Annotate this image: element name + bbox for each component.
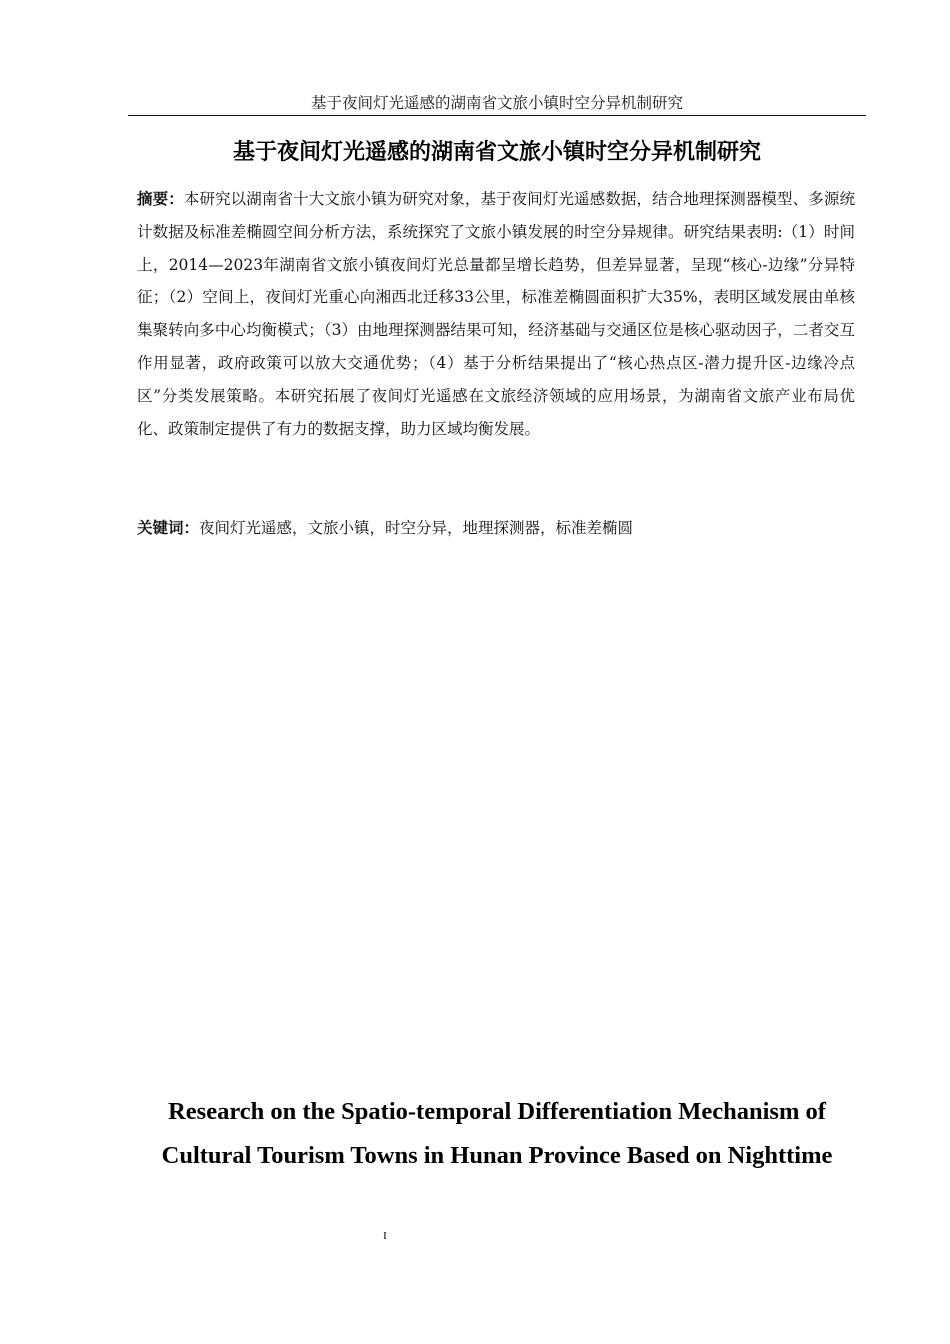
keywords-label: 关键词： xyxy=(137,519,200,537)
english-title-line-2: Cultural Tourism Towns in Hunan Province Based on Nighttime xyxy=(161,1142,833,1169)
english-title xyxy=(128,1090,866,1178)
abstract-text: 本研究以湖南省十大文旅小镇为研究对象，基于夜间灯光遥感数据，结合地理探测器模型、多源统计数据及标准差椭圆空间分析方法，系统探究了文旅小镇发展的时空分异规律。研究结果表明:（1）时间上，2014—2023年湖南省文旅小镇夜间灯光总量都呈增长趋势，但差异显著，呈现“核心-边缘”分异特征；（2）空间上，夜间灯光重心向湘西北迁移33公里，标准差椭圆面积扩大35%，表明区域发展由单核集聚转向多中心均衡模式；（3）由地理探测器结果可知，经济基础与交通区位是核心驱动因子，二者交互作用显著，政府政策可以放大交通优势；（4）基于分析结果提出了“核心热点区-潜力提升区-边缘冷点区”分类发展策略。本研究拓展了夜间灯光遥感在文旅经济领域的应用场景，为湖南省文旅产业布局优化、政策制定提供了有力的数据支撑，助力区域均衡发展。 xyxy=(137,190,855,438)
keywords-text: 夜间灯光遥感，文旅小镇，时空分异，地理探测器，标准差椭圆 xyxy=(199,519,634,537)
abstract-paragraph xyxy=(137,183,855,445)
abstract-label: 摘要： xyxy=(137,190,184,208)
header-divider xyxy=(128,115,866,116)
chinese-title: 基于夜间灯光遥感的湖南省文旅小镇时空分异机制研究 xyxy=(232,140,761,165)
keywords-paragraph xyxy=(137,512,855,544)
english-title-line-1: Research on the Spatio-temporal Differentiation Mechanism of xyxy=(168,1098,826,1125)
page-number: I xyxy=(383,1230,387,1242)
running-header: 基于夜间灯光遥感的湖南省文旅小镇时空分异机制研究 xyxy=(310,94,683,112)
